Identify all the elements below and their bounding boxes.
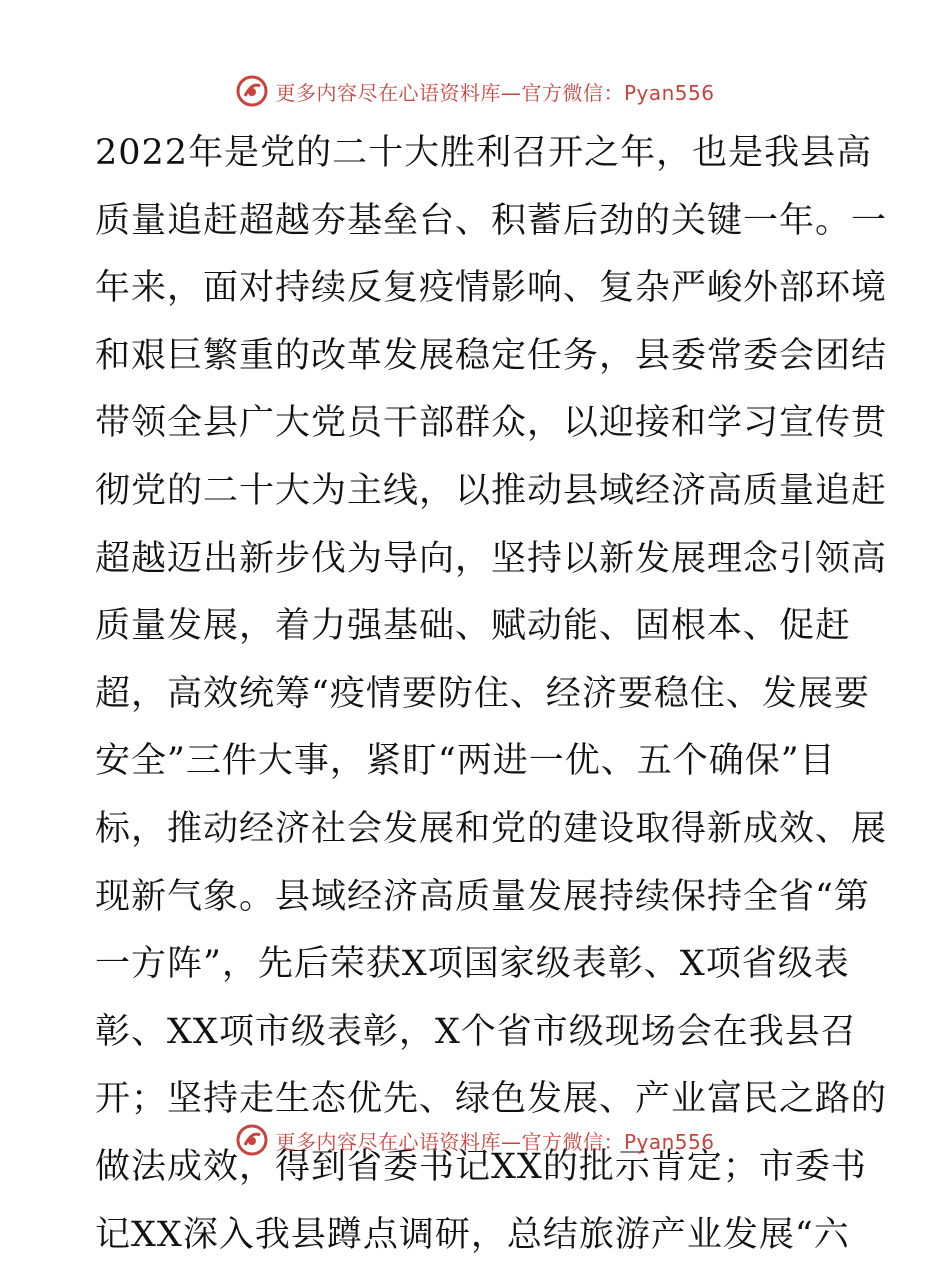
paragraph-line: 一方阵”，先后荣获X项国家级表彰、X项省级表 [95, 931, 855, 999]
paragraph-line: 超越迈出新步伐为导向，坚持以新发展理念引领高 [95, 526, 855, 594]
paragraph-line: 做法成效，得到省委书记XX的批示肯定；市委书 [95, 1134, 855, 1202]
header-watermark [0, 71, 950, 111]
footer-watermark [0, 1120, 950, 1160]
paragraph-line: 带领全县广大党员干部群众，以迎接和学习宣传贯 [95, 390, 855, 458]
paragraph-line: 年来，面对持续反复疫情影响、复杂严峻外部环境 [95, 255, 855, 323]
paragraph-line: 安全”三件大事，紧盯“两进一优、五个确保”目 [95, 728, 855, 796]
paragraph-line: 2022年是党的二十大胜利召开之年，也是我县高 [95, 120, 855, 188]
paragraph-line: 和艰巨繁重的改革发展稳定任务，县委常委会团结 [95, 323, 855, 391]
paragraph-line: 开；坚持走生态优先、绿色发展、产业富民之路的 [95, 1066, 855, 1134]
paragraph-line: 质量发展，着力强基础、赋动能、固根本、促赶 [95, 593, 855, 661]
watermark-text: 更多内容尽在心语资料库—官方微信：Pyan556 [275, 1126, 714, 1155]
paragraph-line: 质量追赶超越夯基垒台、积蓄后劲的关键一年。一 [95, 188, 855, 256]
paragraph-line: 现新气象。县域经济高质量发展持续保持全省“第 [95, 864, 855, 932]
paragraph-line: 彰、XX项市级表彰，X个省市级现场会在我县召 [95, 999, 855, 1067]
paragraph-line: 超，高效统筹“疫情要防住、经济要稳住、发展要 [95, 661, 855, 729]
paragraph-line: 彻党的二十大为主线，以推动县域经济高质量追赶 [95, 458, 855, 526]
seal-logo-icon [235, 74, 269, 108]
seal-logo-icon [235, 1123, 269, 1157]
watermark-text: 更多内容尽在心语资料库—官方微信：Pyan556 [275, 77, 714, 106]
paragraph-line: 记XX深入我县蹲点调研，总结旅游产业发展“六 [95, 1202, 855, 1269]
document-body [95, 120, 855, 1269]
paragraph-line: 标，推动经济社会发展和党的建设取得新成效、展 [95, 796, 855, 864]
